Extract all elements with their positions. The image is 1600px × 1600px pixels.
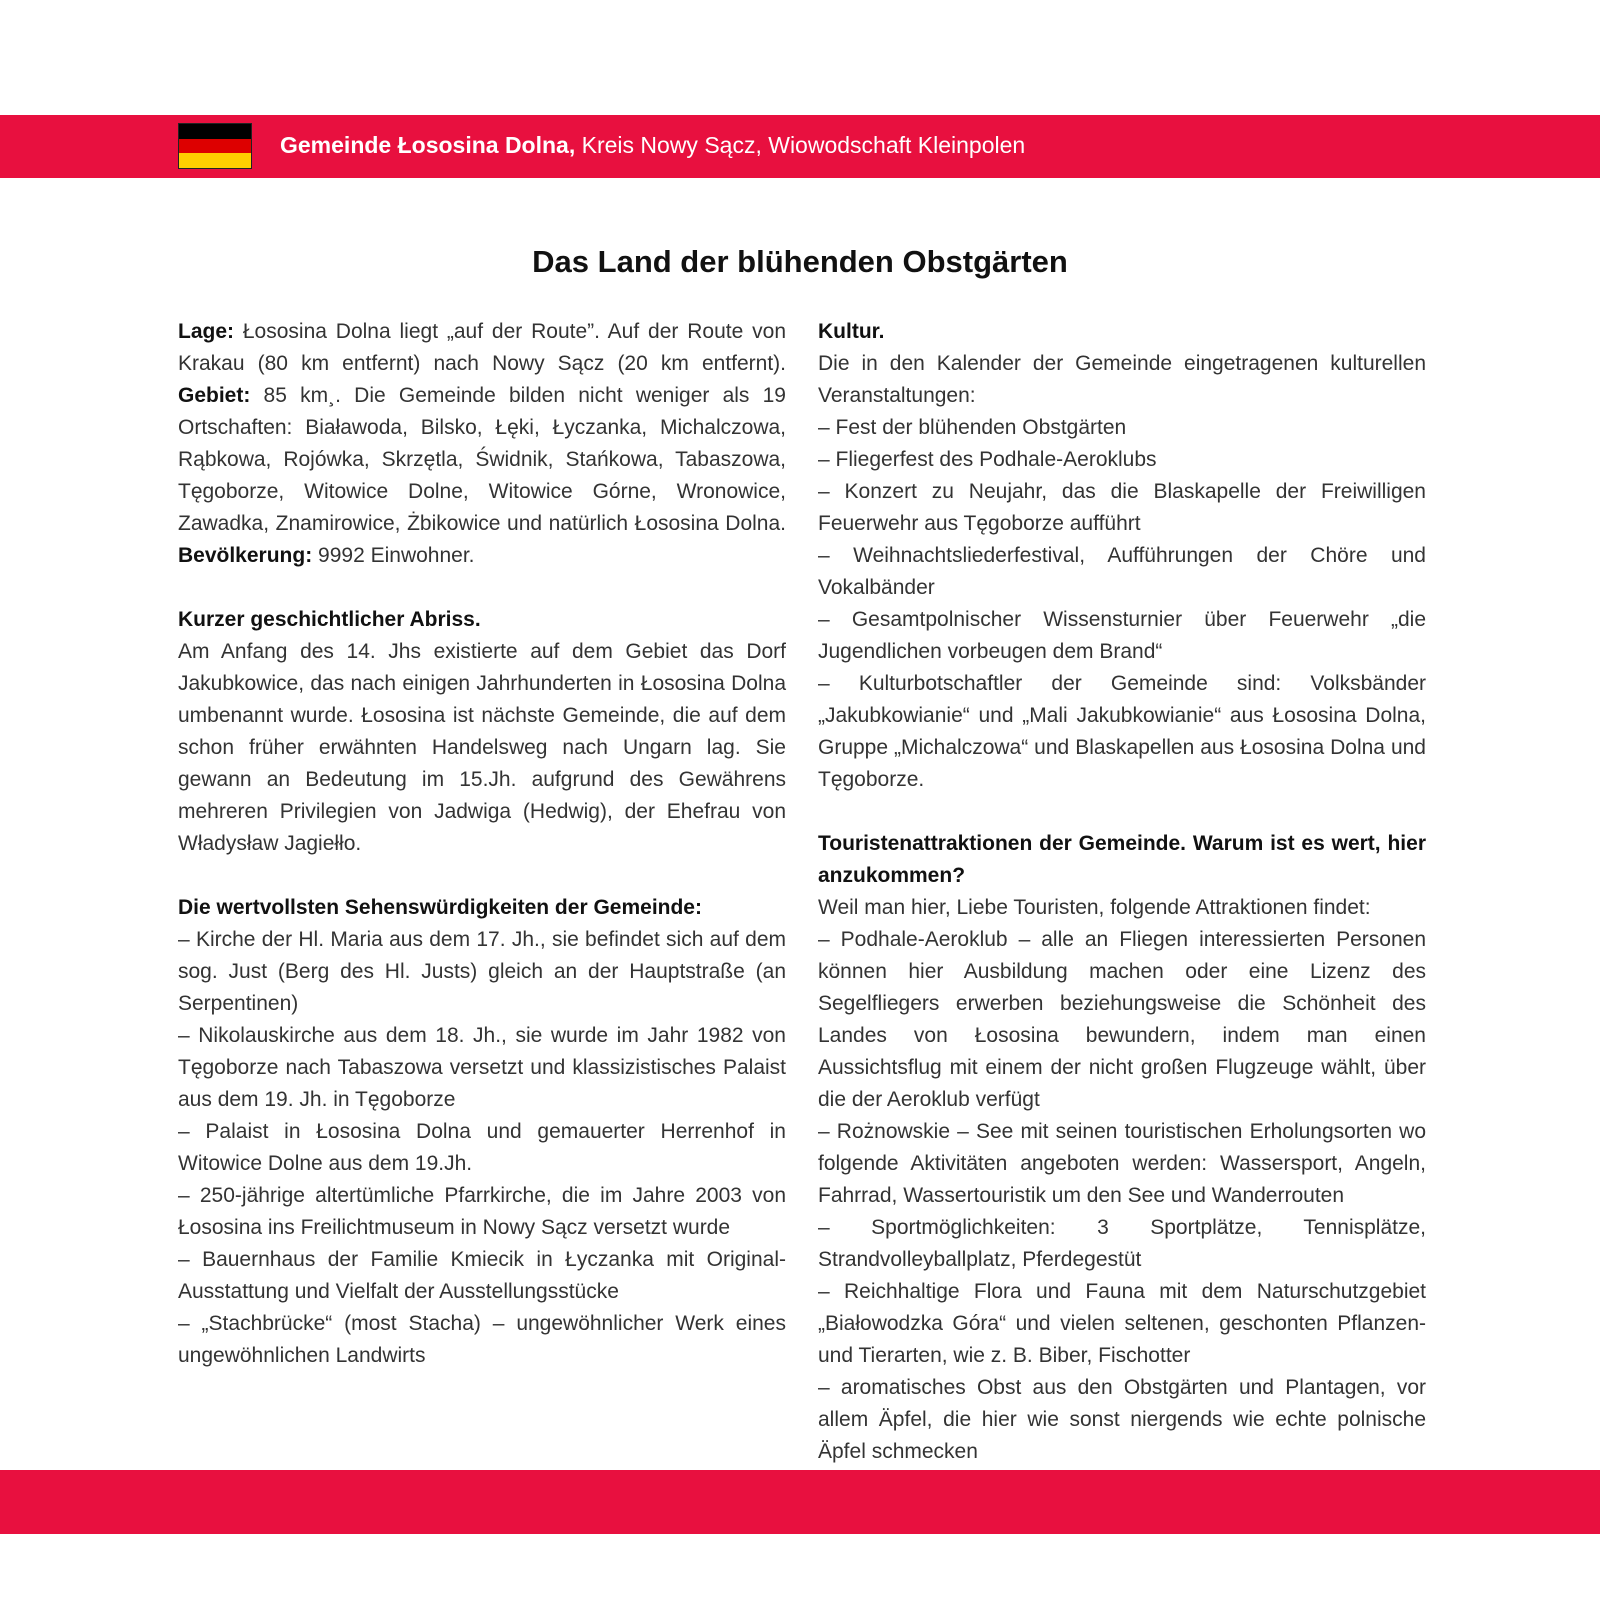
list-item: – „Stachbrücke“ (most Stacha) – ungewöhnlicher Werk eines ungewöhnlichen Landwirts (178, 1312, 786, 1367)
list-item: – Fest der blühenden Obstgärten (818, 416, 1127, 439)
list-item: – Rożnowskie – See mit seinen touristischen Erholungsorten wo folgende Aktivitäten angeboten werden: Wassersport, Angeln, Fahrrad, Wassertouristik um den See und Wanderrouten (818, 1120, 1426, 1207)
list-item: – Palaist in Łososina Dolna und gemauerter Herrenhof in Witowice Dolne aus dem 19.Jh. (178, 1120, 786, 1175)
list-item: – Kirche der Hl. Maria aus dem 17. Jh., sie befindet sich auf dem sog. Just (Berg des Hl. Justs) gleich an der Hauptstraße (an Serpentinen) (178, 928, 786, 1015)
list-item: – Nikolauskirche aus dem 18. Jh., sie wurde im Jahr 1982 von Tęgoborze nach Tabaszowa versetzt und klassizistisches Palaist aus dem 19. Jh. in Tęgoborze (178, 1024, 786, 1111)
list-item: – Bauernhaus der Familie Kmiecik in Łyczanka mit Original-Ausstattung und Vielfalt der Ausstellungsstücke (178, 1248, 786, 1303)
population-text: 9992 Einwohner. (312, 544, 475, 567)
list-item: – Fliegerfest des Podhale-Aeroklubs (818, 448, 1157, 471)
list-item: – Weihnachtsliederfestival, Aufführungen der Chöre und Vokalbänder (818, 544, 1426, 599)
lage-text: Łososina Dolna liegt „auf der Route”. Auf der Route von Krakau (80 km entfernt) nach Nowy Sącz (20 km entfernt). (178, 320, 786, 375)
tourism-intro: Weil man hier, Liebe Touristen, folgende Attraktionen findet: (818, 896, 1371, 919)
list-item: – Sportmöglichkeiten: 3 Sportplätze, Tennisplätze, Strandvolleyballplatz, Pferdegestüt (818, 1216, 1426, 1271)
list-item: – Reichhaltige Flora und Fauna mit dem Naturschutzgebiet „Białowodzka Góra“ und vielen seltenen, geschonten Pflanzen- und Tierarten, wie z. B. Biber, Fischotter (818, 1280, 1426, 1367)
header-municipality: Gemeinde Łososina Dolna, (280, 132, 576, 158)
culture-intro: Die in den Kalender der Gemeinde eingetragenen kulturellen Veranstaltungen: (818, 352, 1426, 407)
list-item: – Kulturbotschaftler der Gemeinde sind: Volksbänder „Jakubkowianie“ und „Mali Jakubkowianie“ aus Łososina Dolna, Gruppe „Michalczowa“ und Blaskapellen aus Łososina Dolna und Tęgoborze. (818, 672, 1426, 791)
gebiet-text: 85 km¸. Die Gemeinde bilden nicht weniger als 19 Ortschaften: Białawoda, Bilsko, Łęki, Łyczanka, Michalczowa, Rąbkowa, Rojówka, Skrzętla, Świdnik, Stańkowa, Tabaszowa, Tęgoborze, Witowice Dolne, Witowice Górne, Wronowice, Zawadka, Znamirowice, Żbikowice und natürlich Łososina Dolna. (178, 384, 786, 535)
history-text: Am Anfang des 14. Jhs existierte auf dem Gebiet das Dorf Jakubkowice, das nach einigen Jahrhunderten in Łososina Dolna umbenannt wurde. Łososina ist nächste Gemeinde, die auf dem schon früher erwähnten Handelsweg nach Ungarn lag. Sie gewann an Bedeutung im 15.Jh. aufgrund des Gewährens mehreren Privilegien von Jadwiga (Hedwig), der Ehefrau von Władysław Jagiełło. (178, 640, 786, 855)
sights-heading: Die wertvollsten Sehenswürdigkeiten der Gemeinde: (178, 896, 702, 919)
list-item: – Podhale-Aeroklub – alle an Fliegen interessierten Personen können hier Ausbildung machen oder eine Lizenz des Segelfliegers erwerben beziehungsweise die Schönheit des Landes von Łososina bewundern, indem man einen Aussichtsflug mit einem der nicht großen Flugzeuge wählt, über die der Aeroklub verfügt (818, 928, 1426, 1111)
tourism-heading: Touristenattraktionen der Gemeinde. Warum ist es wert, hier anzukommen? (818, 832, 1426, 887)
location-paragraph (178, 316, 786, 572)
list-item: – Gesamtpolnischer Wissensturnier über Feuerwehr „die Jugendlichen vorbeugen dem Brand“ (818, 608, 1426, 663)
list-item: – Konzert zu Neujahr, das die Blaskapelle der Freiwilligen Feuerwehr aus Tęgoborze aufführt (818, 480, 1426, 535)
footer-band (0, 1470, 1600, 1534)
list-item: – 250-jährige altertümliche Pfarrkirche, die im Jahre 2003 von Łososina ins Freilichtmuseum in Nowy Sącz versetzt wurde (178, 1184, 786, 1239)
header-region: Kreis Nowy Sącz, Wiowodschaft Kleinpolen (575, 132, 1026, 158)
left-column (178, 316, 786, 1372)
history-heading: Kurzer geschichtlicher Abriss. (178, 608, 481, 631)
page-title: Das Land der blühenden Obstgärten (532, 244, 1068, 279)
right-column (818, 316, 1426, 1468)
header-title (280, 128, 1025, 162)
list-item: – aromatisches Obst aus den Obstgärten und Plantagen, vor allem Äpfel, die hier wie sonst niergends wie echte polnische Äpfel schmecken (818, 1376, 1426, 1463)
germany-flag-icon (178, 123, 252, 169)
culture-heading: Kultur. (818, 320, 885, 343)
gebiet-label: Gebiet: (178, 384, 251, 407)
lage-label: Lage: (178, 320, 235, 343)
population-label: Bevölkerung: (178, 544, 313, 567)
